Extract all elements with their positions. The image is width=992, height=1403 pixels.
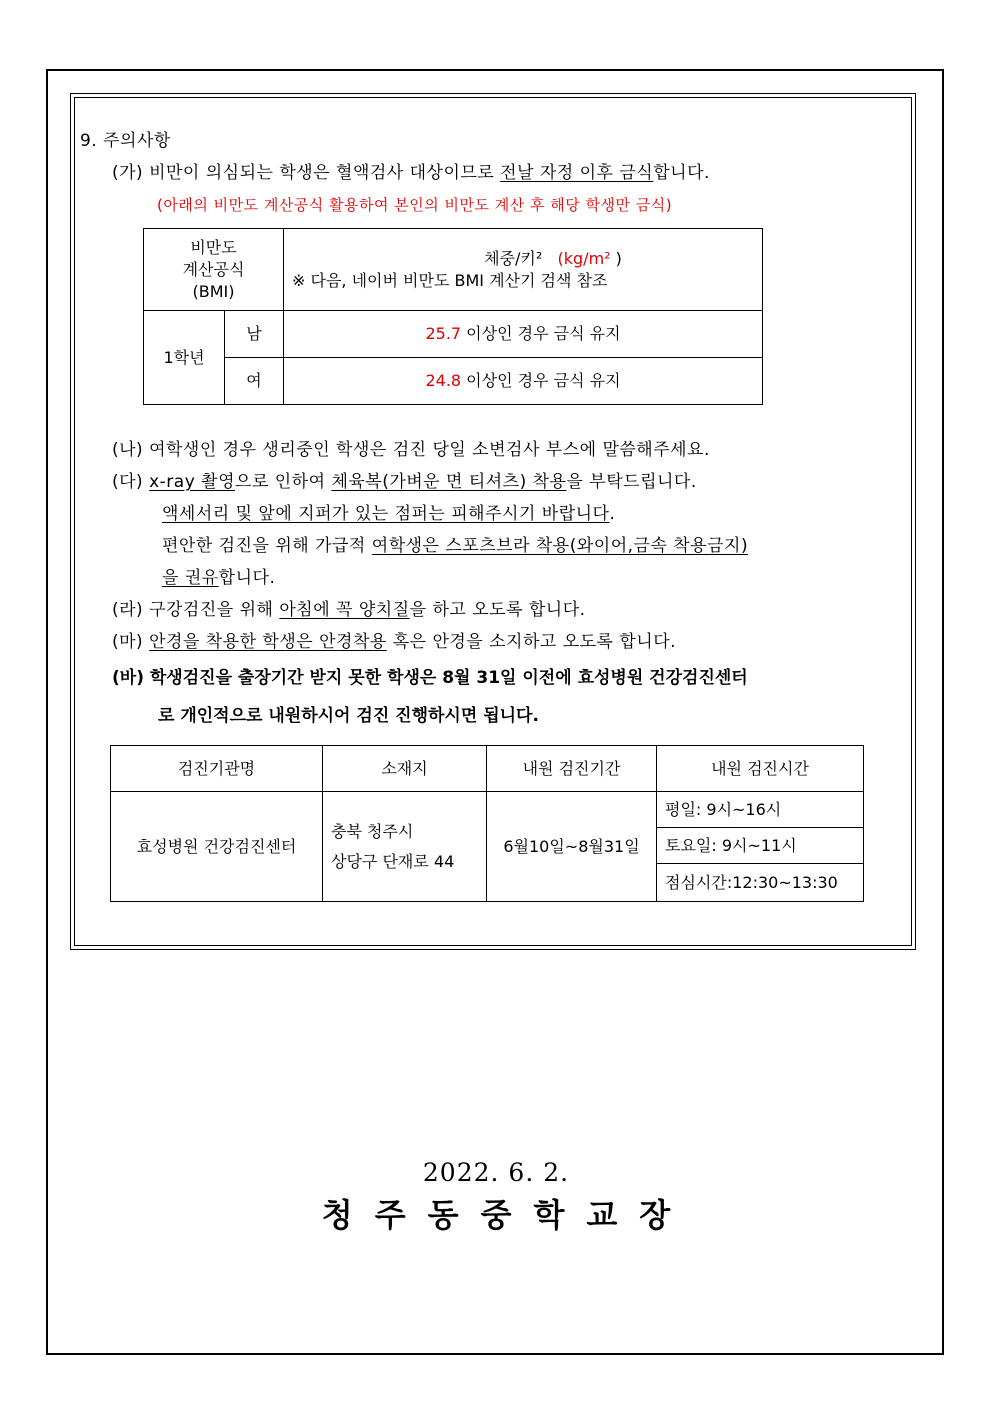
clinic-name: 효성병원 건강검진센터	[111, 792, 323, 902]
clinic-header-name: 검진기관명	[111, 746, 323, 792]
clinic-period: 6월10일~8월31일	[487, 792, 657, 902]
clinic-table	[110, 745, 864, 902]
bmi-row-female: 24.8 이상인 경우 금식 유지	[284, 358, 763, 405]
item-ma: (마) 안경을 착용한 학생은 안경착용 혹은 안경을 소지하고 오도록 합니다.	[112, 632, 677, 652]
item-da-line3: 편안한 검진을 위해 가급적 여학생은 스포츠브라 착용(와이어,금속 착용금지)	[162, 536, 749, 556]
item-da-line2: 액세서리 및 앞에 지퍼가 있는 점퍼는 피해주시기 바랍니다.	[162, 504, 616, 524]
section-title: 9. 주의사항	[80, 131, 171, 151]
bmi-grade-cell: 1학년	[144, 311, 225, 405]
item-ra: (라) 구강검진을 위해 아침에 꼭 양치질을 하고 오도록 합니다.	[112, 600, 586, 620]
clinic-header-address: 소재지	[323, 746, 487, 792]
clinic-hours-saturday: 토요일: 9시~11시	[657, 828, 864, 864]
item-na: (나) 여학생인 경우 생리중인 학생은 검진 당일 소변검사 부스에 말씀해주세요.	[112, 440, 710, 460]
item-ba-line2: 로 개인적으로 내원하시어 검진 진행하시면 됩니다.	[158, 706, 539, 726]
clinic-header-hours: 내원 검진시간	[657, 746, 864, 792]
clinic-hours-weekday: 평일: 9시~16시	[657, 792, 864, 828]
bmi-table	[143, 228, 763, 405]
bmi-header-label: 비만도 계산공식 (BMI)	[144, 229, 284, 311]
item-ba-line1: (바) 학생검진을 출장기간 받지 못한 학생은 8월 31일 이전에 효성병원 건강검진센터	[112, 668, 748, 688]
bmi-sex-female: 여	[225, 358, 284, 405]
bmi-sex-male: 남	[225, 311, 284, 358]
clinic-hours-lunch: 점심시간:12:30~13:30	[657, 864, 864, 902]
item-da-line1: (다) x-ray 촬영으로 인하여 체육복(가벼운 면 티셔츠) 착용을 부탁드립니다.	[112, 472, 697, 492]
item-da-line4: 을 권유합니다.	[162, 568, 276, 588]
item-ga-note: (아래의 비만도 계산공식 활용하여 본인의 비만도 계산 후 해당 학생만 금식)	[157, 196, 673, 214]
document-date: 2022. 6. 2.	[422, 1158, 570, 1187]
clinic-header-period: 내원 검진기간	[487, 746, 657, 792]
school-principal-signature: 청주동중학교장	[321, 1196, 693, 1234]
clinic-address: 충북 청주시 상당구 단재로 44	[323, 792, 487, 902]
item-ga: (가) 비만이 의심되는 학생은 혈액검사 대상이므로 전날 자정 이후 금식합니다.	[112, 163, 710, 183]
bmi-formula-cell: 체중/키² (kg/m² ) ※ 다음, 네이버 비만도 BMI 계산기 검색 참조	[284, 229, 763, 311]
bmi-row-male: 25.7 이상인 경우 금식 유지	[284, 311, 763, 358]
